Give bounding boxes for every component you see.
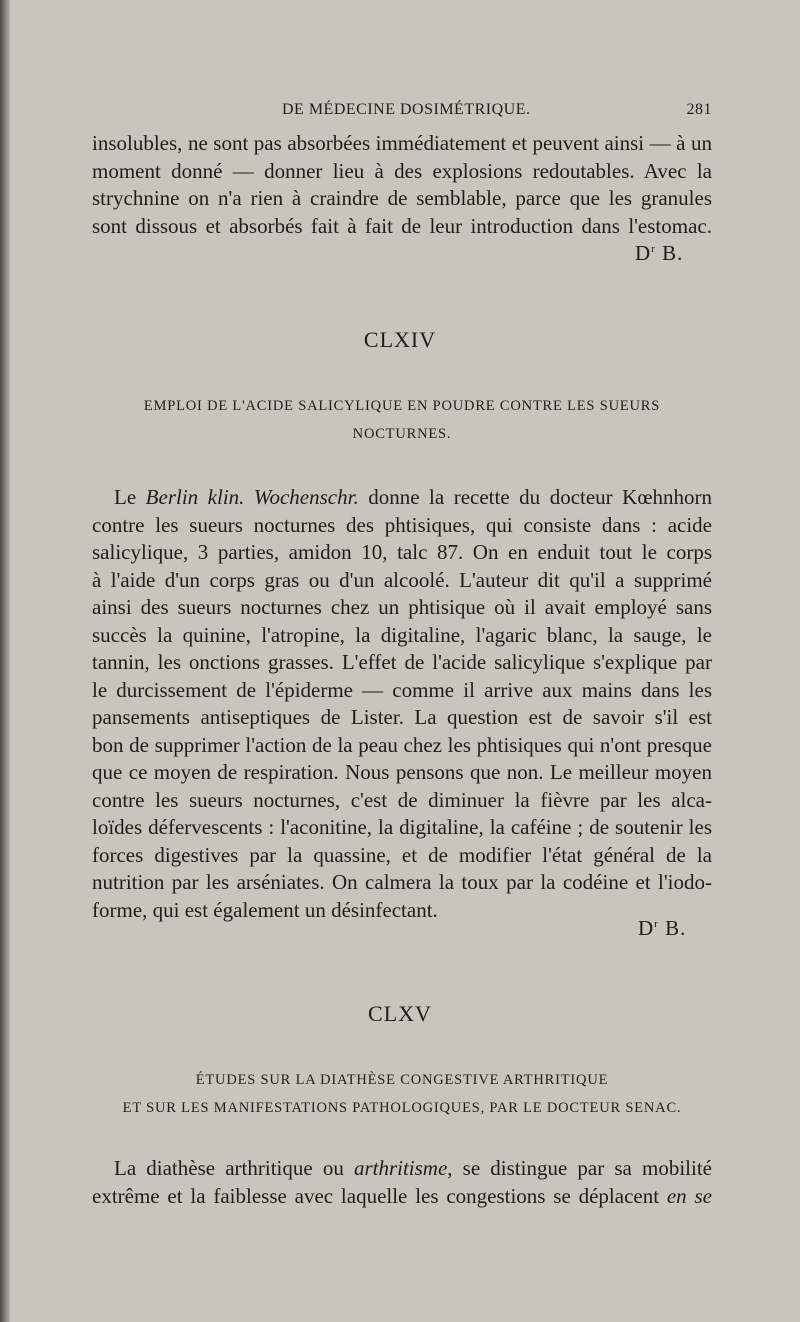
text-line: nutrition par les arséniates. On calmera la toux par la codéine et l'iodo- [92, 870, 712, 894]
journal-title: Berlin klin. Wochenschr. [145, 485, 359, 509]
text-line: forme, qui est également un désinfectant. [92, 897, 438, 922]
section-title [92, 392, 712, 448]
running-title: DE MÉDECINE DOSIMÉTRIQUE. [282, 101, 531, 118]
text-line: strychnine on n'a rien à craindre de semblable, parce que les granules [92, 186, 712, 210]
text-line [92, 1155, 712, 1183]
italic-term: en se [666, 1183, 712, 1208]
text-line: tannin, les onctions grasses. L'effet de l'acide salicylique s'explique par [92, 650, 712, 674]
text-line: pansements antiseptiques de Lister. La question est de savoir s'il est [92, 705, 712, 729]
text-line: moment donné — donner lieu à des explosions redoutables. Avec la [92, 158, 712, 183]
text-line: forces digestives par la quassine, et de modifier l'état général de la [92, 842, 712, 867]
signature-prefix: D [635, 241, 652, 265]
text-fragment: , se distingue par sa mobilité [447, 1156, 712, 1180]
text-fragment: extrême et la faiblesse avec laquelle les congestions se déplacent [92, 1183, 667, 1208]
text-fragment: La diathèse arthritique ou [114, 1156, 354, 1180]
section-title [92, 1066, 712, 1122]
intro-signature [635, 241, 683, 266]
section2-paragraph [92, 1155, 712, 1210]
text-line: bon de supprimer l'action de la peau chez les phtisiques qui n'ont presque [92, 732, 712, 757]
text-line: contre les sueurs nocturnes, c'est de diminuer la fièvre par les alca- [92, 787, 712, 812]
intro-paragraph [92, 130, 712, 240]
text-line: à l'aide d'un corps gras ou d'un alcoolé. L'auteur dit qu'il a supprimé [92, 567, 712, 592]
text-line: ainsi des sueurs nocturnes chez un phtisique où il avait employé sans [92, 595, 712, 619]
text-line: le durcissement de l'épiderme — comme il arrive aux mains dans les [92, 677, 712, 702]
italic-term: arthritisme [353, 1156, 448, 1180]
title-line: ÉTUDES SUR LA DIATHÈSE CONGESTIVE ARTHRITIQUE [195, 1072, 609, 1088]
text-line: loïdes défervescents : l'aconitine, la digitaline, la caféine ; de soutenir les [92, 815, 712, 839]
text-fragment: Le [114, 485, 146, 509]
section1-signature [638, 916, 686, 941]
signature-prefix: D [638, 916, 655, 940]
title-line: NOCTURNES. [352, 426, 452, 442]
text-line: sont dissous et absorbés fait à fait de leur introduction dans l'estomac. [92, 213, 712, 238]
section-numeral: CLXV [368, 1001, 432, 1026]
section1-paragraph [92, 484, 712, 924]
text-line [92, 1183, 712, 1211]
title-line: ET SUR LES MANIFESTATIONS PATHOLOGIQUES, PAR LE DOCTEUR SENAC. [122, 1100, 682, 1116]
title-line: EMPLOI DE L'ACIDE SALICYLIQUE EN POUDRE CONTRE LES SUEURS [143, 398, 661, 414]
text-line: insolubles, ne sont pas absorbées immédiatement et peuvent ainsi — à un [92, 131, 712, 155]
text-line: que ce moyen de respiration. Nous pensons que non. Le meilleur moyen [92, 760, 712, 784]
text-line: salicylique, 3 parties, amidon 10, talc 87. On en enduit tout le corps [92, 540, 712, 564]
text-line [92, 484, 712, 512]
text-line: contre les sueurs nocturnes des phtisiques, qui consiste dans : acide [92, 512, 712, 537]
signature-name: B. [662, 241, 684, 265]
signature-sup: r [654, 918, 659, 930]
text-line: succès la quinine, l'atropine, la digitaline, l'agaric blanc, la sauge, le [92, 622, 712, 647]
signature-name: B. [665, 916, 687, 940]
signature-sup: r [651, 243, 656, 255]
page-number: 281 [686, 101, 712, 118]
text-fragment: donne la recette du docteur Kœhnhorn [358, 485, 712, 509]
section-numeral: CLXIV [363, 327, 437, 352]
